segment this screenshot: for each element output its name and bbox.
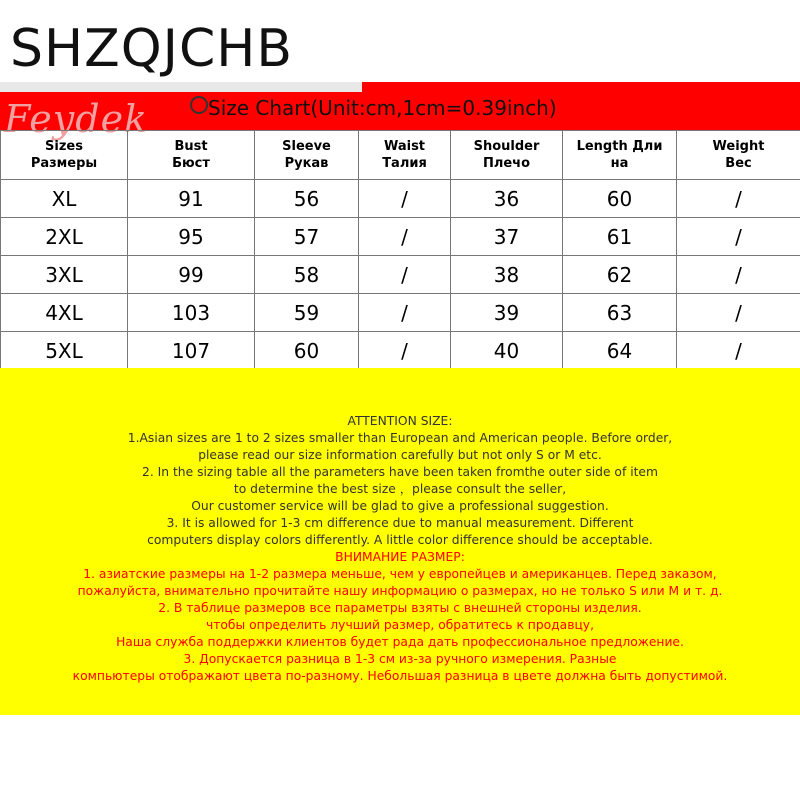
table-cell: 99 xyxy=(128,256,255,294)
table-cell: / xyxy=(677,332,800,370)
notice-line-ru: 2. В таблице размеров все параметры взяты с внешней стороны изделия. xyxy=(158,601,642,615)
table-cell: 59 xyxy=(255,294,359,332)
notice-line-en: computers display colors differently. A little color difference should be acceptable. xyxy=(147,533,653,547)
table-cell: 57 xyxy=(255,218,359,256)
header-waist: Waist Талия xyxy=(359,131,451,180)
table-cell: / xyxy=(677,180,800,218)
table-cell: / xyxy=(359,180,451,218)
table-cell: / xyxy=(677,218,800,256)
notice-line-ru: пожалуйста, внимательно прочитайте нашу информацию о размерах, но не только S или M и т. д. xyxy=(77,584,723,598)
registered-mark-icon xyxy=(190,96,208,114)
header-length: Length Дли на xyxy=(563,131,677,180)
notice-line-en: please read our size information carefully but not only S or M etc. xyxy=(198,448,602,462)
table-cell: 60 xyxy=(563,180,677,218)
table-cell: 36 xyxy=(451,180,563,218)
notice-line-ru: чтобы определить лучший размер, обратитесь к продавцу, xyxy=(205,618,594,632)
table-cell: 107 xyxy=(128,332,255,370)
table-row xyxy=(1,256,800,294)
table-cell: 60 xyxy=(255,332,359,370)
table-cell: 5XL xyxy=(1,332,128,370)
table-row xyxy=(1,180,800,218)
notice-line-en: Our customer service will be glad to give a professional suggestion. xyxy=(191,499,609,513)
notice-text-block xyxy=(0,413,800,685)
table-cell: / xyxy=(677,294,800,332)
notice-line-en: to determine the best size ，please consult the seller, xyxy=(233,482,567,496)
table-header-row xyxy=(1,131,800,180)
header-weight: Weight Вес xyxy=(677,131,800,180)
table-cell: 40 xyxy=(451,332,563,370)
notice-line-ru: 1. азиатские размеры на 1-2 размера меньше, чем у европейцев и американцев. Перед заказом, xyxy=(83,567,717,581)
header-shoulder: Shoulder Плечо xyxy=(451,131,563,180)
table-cell: / xyxy=(359,218,451,256)
table-row xyxy=(1,294,800,332)
table-cell: 63 xyxy=(563,294,677,332)
brand-logo: SHZQJCHB xyxy=(10,19,294,79)
attention-notice xyxy=(0,368,800,715)
table-cell: 95 xyxy=(128,218,255,256)
size-table xyxy=(0,130,800,370)
table-cell: XL xyxy=(1,180,128,218)
notice-line-en: 3. It is allowed for 1-3 cm difference due to manual measurement. Different xyxy=(166,516,634,530)
header-bust: Bust Бюст xyxy=(128,131,255,180)
table-cell: 62 xyxy=(563,256,677,294)
table-cell: 103 xyxy=(128,294,255,332)
table-cell: 91 xyxy=(128,180,255,218)
table-cell: 2XL xyxy=(1,218,128,256)
notice-line-ru: Наша служба поддержки клиентов будет рада дать профессиональное предложение. xyxy=(116,635,684,649)
table-cell: 38 xyxy=(451,256,563,294)
notice-line-en: 1.Asian sizes are 1 to 2 sizes smaller than European and American people. Before order, xyxy=(127,431,673,445)
notice-line-ru: ВНИМАНИЕ РАЗМЕР: xyxy=(335,550,465,564)
table-cell: 58 xyxy=(255,256,359,294)
table-cell: / xyxy=(677,256,800,294)
table-cell: 3XL xyxy=(1,256,128,294)
table-cell: / xyxy=(359,294,451,332)
table-cell: 4XL xyxy=(1,294,128,332)
table-cell: 64 xyxy=(563,332,677,370)
table-row xyxy=(1,332,800,370)
table-cell: / xyxy=(359,256,451,294)
watermark-text: Feydek xyxy=(4,97,149,141)
notice-line-ru: компьютеры отображают цвета по-разному. Небольшая разница в цвете должна быть допустимой. xyxy=(72,669,728,683)
notice-line-ru: 3. Допускается разница в 1-3 см из-за ручного измерения. Разные xyxy=(183,652,617,666)
header-sleeve: Sleeve Рукав xyxy=(255,131,359,180)
table-row xyxy=(1,218,800,256)
table-cell: 37 xyxy=(451,218,563,256)
table-cell: 56 xyxy=(255,180,359,218)
chart-title: Size Chart(Unit:cm,1cm=0.39inch) xyxy=(208,96,557,120)
table-cell: / xyxy=(359,332,451,370)
table-cell: 39 xyxy=(451,294,563,332)
header-sizes: Sizes Размеры xyxy=(1,131,128,180)
notice-line-en: ATTENTION SIZE: xyxy=(347,414,453,428)
table-cell: 61 xyxy=(563,218,677,256)
notice-line-en: 2. In the sizing table all the parameters have been taken fromthe outer side of item xyxy=(142,465,658,479)
